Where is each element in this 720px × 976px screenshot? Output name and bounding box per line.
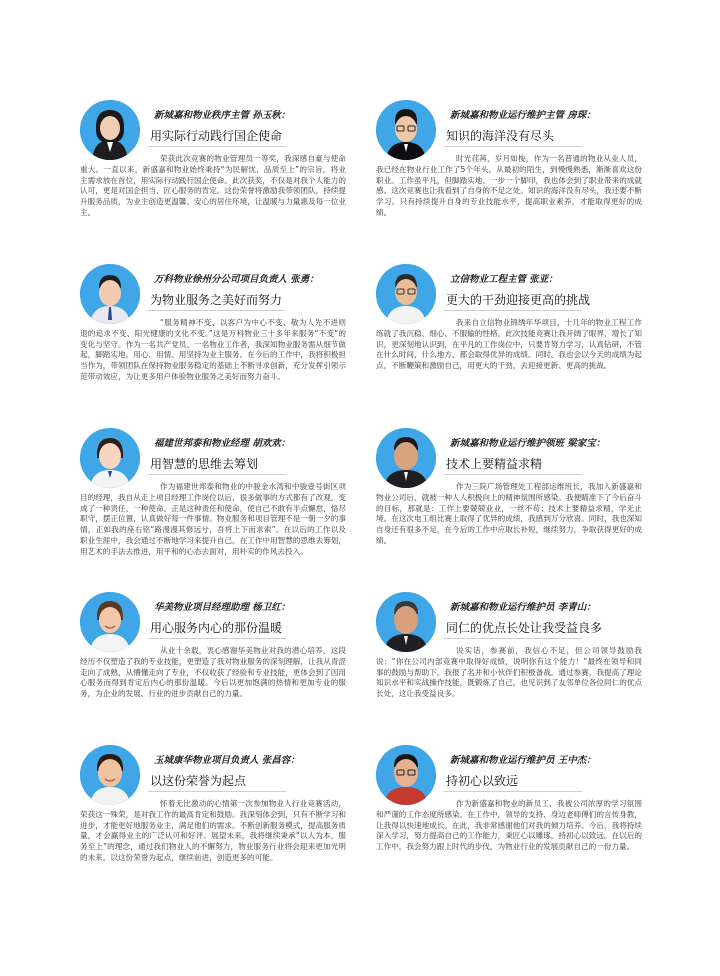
avatar xyxy=(80,592,140,652)
card-title: 用智慧的思维去筹划 xyxy=(150,456,350,472)
card-title: 技术上要精益求精 xyxy=(446,456,646,472)
testimonial-card xyxy=(376,264,642,404)
avatar xyxy=(80,100,140,160)
person-name: 福建世邦泰和物业经理 胡欢欢： xyxy=(154,438,291,449)
card-title: 用心服务内心的那份温暖 xyxy=(150,620,350,636)
card-text: 作为三院广场管理处工程部运维班长，我加入新盛嘉和物业公司后，就被一种人人积极向上的精神氛围所感染。我便瞄准下了今后奋斗的目标，那就是：工作上要兢兢业业，一丝不苟；技术上要精益求精，学无止境。在这次电工组比赛上取得了优异的成绩，我感到万分欣喜。同时，我也深知自身还有很多不足，在今后的工作中应取长补短，继续努力，争取获得更好的成绩。 xyxy=(376,482,642,545)
card-text: 我来自立信物业锦绣年华项目，十几年的物业工程工作练就了我沉稳、细心、不服输的性格。此次技能竞赛让我开阔了眼界，增长了知识，更深刻地认识到，在平凡的工作岗位中，只要肯努力学习，认真钻研，不管在什么时间，什么地方，都会取得优异的成绩。同时，我也会以今天的成绩为起点，不断鞭策和激励自己，用更大的干劲，去迎接更新、更高的挑战。 xyxy=(376,318,642,371)
avatar xyxy=(80,745,140,805)
person-name: 立信物业工程主管 张亚： xyxy=(450,274,558,285)
card-text: “服务精神不变、以客户为中心不变、敬为人先不进则退的追求不变、阳光健康的文化不变。”这是万科物业三十多年来服务“不变”的变化与坚守。作为一名共产党员、一名物业工作者，我深知物业服务需从细节做起，脚踏实地，用心、用情、用坚持为业主服务。在今后的工作中，我将积极担当作为，带领团队在保持物业服务稳定的基础上不断寻求创新，充分发挥引领示范带动效应，为让更多用户体验物业服务之美好而努力奋斗。 xyxy=(80,318,346,381)
avatar xyxy=(376,745,436,805)
testimonial-card xyxy=(80,745,346,885)
testimonial-card xyxy=(80,264,346,404)
avatar xyxy=(376,100,436,160)
person-name: 新城嘉和物业运行维护主管 房琛： xyxy=(450,110,596,121)
testimonial-card xyxy=(376,428,642,568)
person-name: 新城嘉和物业运行维护领班 梁家宝： xyxy=(450,438,606,449)
avatar xyxy=(376,264,436,324)
testimonial-card xyxy=(80,428,346,568)
person-name: 玉城康华物业项目负责人 张昌容： xyxy=(154,755,300,766)
card-text: 说实话，参赛前，我信心不足，但公司领导鼓励我说：“你在公司内部竞赛中取得好成绩，说明你有这个能力！”最终在领导和同事的鼓励与帮助下，我报了名并和小伙伴们积极备战。通过参赛，我提高了理论知识水平和实战操作技能，既锻炼了自己，也见识到了友邻单位各位同仁的优点长处，这让我受益良多。 xyxy=(376,646,642,699)
person-name: 新城嘉和物业秩序主管 孙玉秋： xyxy=(154,110,291,121)
testimonial-card xyxy=(80,100,346,240)
testimonial-card xyxy=(376,745,642,885)
person-name: 新城嘉和物业运行维护员 王中杰： xyxy=(450,755,596,766)
card-title: 同仁的优点长处让我受益良多 xyxy=(446,620,646,636)
person-name: 新城嘉和物业运行维护员 李青山： xyxy=(450,602,596,613)
card-text: 从业十余载，衷心感谢华美物业对我的潜心培养，这段经历不仅塑造了我的专业技能，更塑造了我对物业服务的深刻理解，让我从青涩走向了成熟，从懵懂走向了专业，不仅收获了经验和专业技能，更体会到了因用心服务而得到肯定后内心的那份温暖。今后以更加饱满的热情和更加专业的服务，为企业的发展、行业的进步贡献自己的力量。 xyxy=(80,646,346,699)
card-text: 作为新盛嘉和物业的新员工，我被公司浓厚的学习氛围和严谨的工作态度所感染。在工作中，领导的支持、身边老师傅们的言传身教，让我得以快速地成长。在此，我非常感谢他们对我的倾力培养。今后，我将持续深入学习，努力提高自己的工作能力，秉匠心以雕琢，持初心以致远。在以后的工作中，我会努力跟上时代的步伐，为物业行业的发展贡献自己的一份力量。 xyxy=(376,799,642,852)
card-text: 荣获此次竞赛的物业管理员一等奖，我深感自豪与使命重大。一直以来，新盛嘉和物业始终秉持“为民解忧，品质至上”的宗旨，将业主需求放在首位，用实际行动践行国企使命。此次获奖，不仅是对我个人能力的认可，更是对国企担当、匠心服务的肯定。这份荣誉将激励我带领团队，持续提升服务品质，为业主创造更温馨、安心的居住环境，让温暖与力量惠及每一位业主。 xyxy=(80,154,346,217)
avatar xyxy=(80,428,140,488)
avatar xyxy=(80,264,140,324)
card-title: 持初心以致远 xyxy=(446,773,646,789)
person-name: 万科物业徐州分公司项目负责人 张勇： xyxy=(154,274,319,285)
card-title: 用实际行动践行国企使命 xyxy=(150,128,350,144)
testimonial-card xyxy=(376,100,642,240)
card-text: 作为福建世邦泰和物业的中骏金水湾和中骏壹号街区项目的经理，我自从走上项目经理工作岗位以后，很多做事的方式都有了改观，变成了一种责任、一种使命。正是这种责任和使命，使自己不敢有半点懈怠，恪尽职守，摆正位置，认真做好每一件事情。物业服务和项目管理不是一朝一夕的事情，正如我的座右铭“路漫漫其修远兮，吾将上下而求索”。在以后的工作以及职业生涯中，我会通过不断地学习来提升自己。在工作中用智慧的思维去筹划，用艺术的手法去推进，用平和的心态去面对，用朴实的作风去投入。 xyxy=(80,482,346,556)
person-name: 华美物业项目经理助理 杨卫红： xyxy=(154,602,291,613)
card-title: 以这份荣誉为起点 xyxy=(150,773,350,789)
avatar xyxy=(376,428,436,488)
testimonial-card xyxy=(80,592,346,732)
avatar xyxy=(376,592,436,652)
card-text: 时光荏苒，岁月如梭，作为一名普通的物业从业人员，我已经在物业行业工作了5个年头。从最初的陌生，到慢慢熟悉，渐渐喜欢这份职业。工作虽平凡，但脚踏实地、一步一个脚印，我也体会到了职业带来的成就感。这次竞赛也让我看到了自身的不足之处。知识的海洋没有尽头，我还要不断学习。只有持续提升自身的专业技能水平，提高职业素养，才能取得更好的成绩。 xyxy=(376,154,642,217)
card-text: 怀着无比激动的心情第一次参加物业人行业竞赛活动，荣获这一殊荣，是对我工作的最高肯定和鼓励。我深刻体会到，只有不断学习和进步，才能更好地服务业主，满足他们的需求。不断创新服务模式，提高服务质量，才会赢得业主的广泛认可和好评。展望未来，我将继续秉承“以人为本，服务至上”的理念，通过我们物业人的不懈努力，物业服务行业将会迎来更加光明的未来。以这份荣誉为起点，继续前进，创造更多的可能。 xyxy=(80,799,346,862)
card-title: 知识的海洋没有尽头 xyxy=(446,128,646,144)
testimonial-card xyxy=(376,592,642,732)
card-title: 更大的干劲迎接更高的挑战 xyxy=(446,292,646,308)
card-title: 为物业服务之美好而努力 xyxy=(150,292,350,308)
